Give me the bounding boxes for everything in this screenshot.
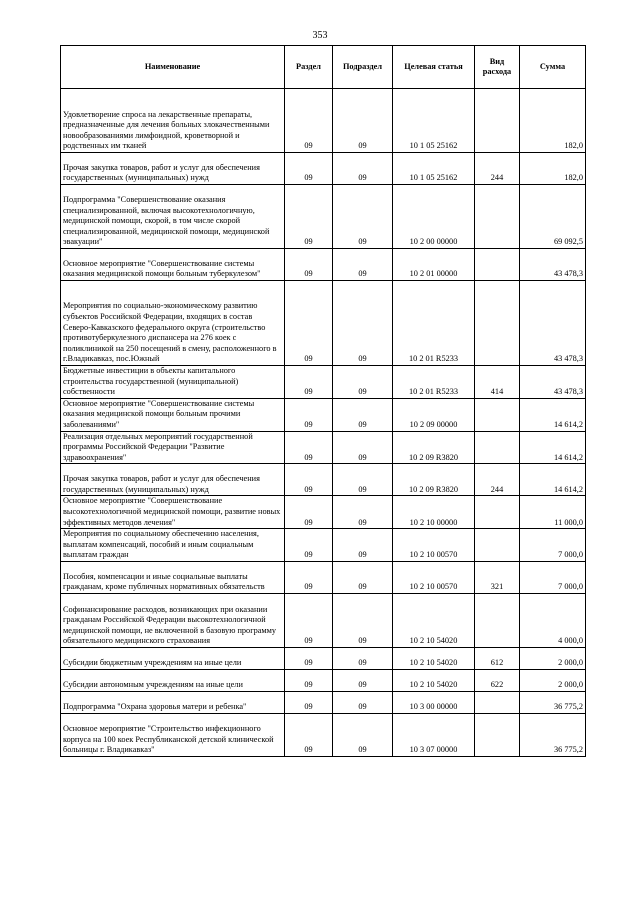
cell-podrazdel: 09 <box>333 281 393 366</box>
table-row <box>61 366 586 399</box>
cell-razdel: 09 <box>285 496 333 529</box>
cell-podrazdel: 09 <box>333 464 393 496</box>
table-row <box>61 398 586 431</box>
cell-name: Подпрограмма "Охрана здоровья матери и ребенка" <box>61 691 285 713</box>
cell-podrazdel: 09 <box>333 647 393 669</box>
column-header-expense-type: Вид расхода <box>475 46 520 89</box>
cell-target: 10 2 09 R3820 <box>393 464 475 496</box>
table-header-row <box>61 46 586 89</box>
cell-sum: 43 478,3 <box>520 249 586 281</box>
table-row <box>61 431 586 464</box>
cell-target: 10 2 10 00570 <box>393 561 475 593</box>
cell-name: Основное мероприятие "Совершенствование высокотехнологичной медицинской помощи, развитие новых эффективных методов лечения" <box>61 496 285 529</box>
cell-target: 10 3 07 00000 <box>393 713 475 756</box>
cell-name: Реализация отдельных мероприятий государственной программы Российской Федерации "Развитие здравоохранения" <box>61 431 285 464</box>
cell-expense-type <box>475 185 520 249</box>
cell-podrazdel: 09 <box>333 561 393 593</box>
cell-razdel: 09 <box>285 647 333 669</box>
cell-sum: 2 000,0 <box>520 647 586 669</box>
cell-name: Софинансирование расходов, возникающих при оказании гражданам Российской Федерации высокотехнологичной медицинской помощи, не включенной в базовую программу обязательного медицинского страхования <box>61 593 285 647</box>
cell-sum: 14 614,2 <box>520 398 586 431</box>
budget-table <box>60 45 586 757</box>
cell-name: Подпрограмма "Совершенствование оказания специализированной, включая высокотехнологичную, медицинской помощи, скорой, в том числе скорой специализированной, медицинской помощи, медицинской эвакуации" <box>61 185 285 249</box>
column-header-target: Целевая статья <box>393 46 475 89</box>
table-row <box>61 249 586 281</box>
cell-podrazdel: 09 <box>333 153 393 185</box>
cell-expense-type <box>475 431 520 464</box>
column-header-razdel: Раздел <box>285 46 333 89</box>
cell-name: Бюджетные инвестиции в объекты капитального строительства государственной (муниципальной) собственности <box>61 366 285 399</box>
cell-sum: 182,0 <box>520 153 586 185</box>
cell-sum: 2 000,0 <box>520 669 586 691</box>
cell-razdel: 09 <box>285 431 333 464</box>
cell-target: 10 3 00 00000 <box>393 691 475 713</box>
cell-razdel: 09 <box>285 561 333 593</box>
cell-expense-type <box>475 496 520 529</box>
table-row <box>61 669 586 691</box>
cell-target: 10 2 09 R3820 <box>393 431 475 464</box>
cell-expense-type <box>475 281 520 366</box>
cell-sum: 4 000,0 <box>520 593 586 647</box>
cell-expense-type <box>475 529 520 562</box>
column-header-podrazdel: Подраздел <box>333 46 393 89</box>
cell-expense-type <box>475 713 520 756</box>
table-row <box>61 713 586 756</box>
cell-target: 10 2 10 54020 <box>393 647 475 669</box>
cell-target: 10 2 09 00000 <box>393 398 475 431</box>
cell-razdel: 09 <box>285 185 333 249</box>
cell-name: Прочая закупка товаров, работ и услуг для обеспечения государственных (муниципальных) нужд <box>61 153 285 185</box>
cell-name: Прочая закупка товаров, работ и услуг для обеспечения государственных (муниципальных) нужд <box>61 464 285 496</box>
table-row <box>61 593 586 647</box>
cell-expense-type: 244 <box>475 464 520 496</box>
column-header-sum: Сумма <box>520 46 586 89</box>
cell-target: 10 2 10 54020 <box>393 593 475 647</box>
cell-target: 10 1 05 25162 <box>393 153 475 185</box>
cell-target: 10 2 10 54020 <box>393 669 475 691</box>
table-row <box>61 89 586 153</box>
cell-target: 10 2 10 00570 <box>393 529 475 562</box>
cell-sum: 7 000,0 <box>520 529 586 562</box>
cell-target: 10 2 01 R5233 <box>393 366 475 399</box>
cell-expense-type <box>475 89 520 153</box>
cell-name: Основное мероприятие "Строительство инфекционного корпуса на 100 коек Республиканской детской клинической больницы г. Владикавказ" <box>61 713 285 756</box>
cell-razdel: 09 <box>285 281 333 366</box>
cell-podrazdel: 09 <box>333 593 393 647</box>
cell-target: 10 2 10 00000 <box>393 496 475 529</box>
table-row <box>61 561 586 593</box>
cell-podrazdel: 09 <box>333 366 393 399</box>
cell-sum: 14 614,2 <box>520 464 586 496</box>
cell-podrazdel: 09 <box>333 185 393 249</box>
cell-name: Мероприятия по социальному обеспечению населения, выплатам компенсаций, пособий и иным социальным выплатам граждан <box>61 529 285 562</box>
table-row <box>61 153 586 185</box>
cell-sum: 43 478,3 <box>520 366 586 399</box>
table-row <box>61 691 586 713</box>
cell-razdel: 09 <box>285 669 333 691</box>
cell-expense-type <box>475 249 520 281</box>
cell-expense-type: 612 <box>475 647 520 669</box>
cell-expense-type <box>475 593 520 647</box>
cell-sum: 11 000,0 <box>520 496 586 529</box>
cell-razdel: 09 <box>285 593 333 647</box>
page-number: 353 <box>312 30 328 41</box>
cell-razdel: 09 <box>285 464 333 496</box>
cell-razdel: 09 <box>285 366 333 399</box>
cell-razdel: 09 <box>285 529 333 562</box>
cell-target: 10 2 01 R5233 <box>393 281 475 366</box>
cell-target: 10 2 01 00000 <box>393 249 475 281</box>
cell-sum: 69 092,5 <box>520 185 586 249</box>
cell-target: 10 2 00 00000 <box>393 185 475 249</box>
cell-podrazdel: 09 <box>333 713 393 756</box>
cell-sum: 14 614,2 <box>520 431 586 464</box>
table-row <box>61 185 586 249</box>
cell-razdel: 09 <box>285 249 333 281</box>
cell-expense-type <box>475 398 520 431</box>
cell-podrazdel: 09 <box>333 249 393 281</box>
cell-expense-type <box>475 691 520 713</box>
cell-name: Основное мероприятие "Совершенствование системы оказания медицинской помощи больным прочими заболеваниями" <box>61 398 285 431</box>
cell-razdel: 09 <box>285 713 333 756</box>
cell-sum: 43 478,3 <box>520 281 586 366</box>
cell-sum: 182,0 <box>520 89 586 153</box>
table-row <box>61 464 586 496</box>
cell-razdel: 09 <box>285 691 333 713</box>
cell-sum: 36 775,2 <box>520 713 586 756</box>
cell-podrazdel: 09 <box>333 398 393 431</box>
column-header-name: Наименование <box>61 46 285 89</box>
cell-podrazdel: 09 <box>333 496 393 529</box>
cell-target: 10 1 05 25162 <box>393 89 475 153</box>
cell-name: Пособия, компенсации и иные социальные выплаты гражданам, кроме публичных нормативных обязательств <box>61 561 285 593</box>
cell-sum: 7 000,0 <box>520 561 586 593</box>
cell-name: Основное мероприятие "Совершенствование системы оказания медицинской помощи больным туберкулезом" <box>61 249 285 281</box>
cell-expense-type: 414 <box>475 366 520 399</box>
cell-name: Субсидии автономным учреждениям на иные цели <box>61 669 285 691</box>
cell-name: Субсидии бюджетным учреждениям на иные цели <box>61 647 285 669</box>
cell-razdel: 09 <box>285 398 333 431</box>
table-row <box>61 529 586 562</box>
table-row <box>61 647 586 669</box>
cell-expense-type: 622 <box>475 669 520 691</box>
cell-expense-type: 321 <box>475 561 520 593</box>
cell-podrazdel: 09 <box>333 529 393 562</box>
cell-sum: 36 775,2 <box>520 691 586 713</box>
cell-podrazdel: 09 <box>333 669 393 691</box>
table-row <box>61 496 586 529</box>
cell-podrazdel: 09 <box>333 691 393 713</box>
cell-name: Мероприятия по социально-экономическому развитию субъектов Российской Федерации, входящих в состав Северо-Кавказского федерального округа (строительство противотуберкулезного диспансера на 276 коек с поликлиникой на 250 посещений в смену, расположенного в г.Владикавказ, пос.Южный <box>61 281 285 366</box>
cell-name: Удовлетворение спроса на лекарственные препараты, предназначенные для лечения больных злокачественными новообразованиями лимфоидной, кроветворной и родственных им тканей <box>61 89 285 153</box>
table-body <box>61 89 586 757</box>
table-row <box>61 281 586 366</box>
cell-podrazdel: 09 <box>333 431 393 464</box>
cell-expense-type: 244 <box>475 153 520 185</box>
cell-razdel: 09 <box>285 89 333 153</box>
cell-podrazdel: 09 <box>333 89 393 153</box>
cell-razdel: 09 <box>285 153 333 185</box>
